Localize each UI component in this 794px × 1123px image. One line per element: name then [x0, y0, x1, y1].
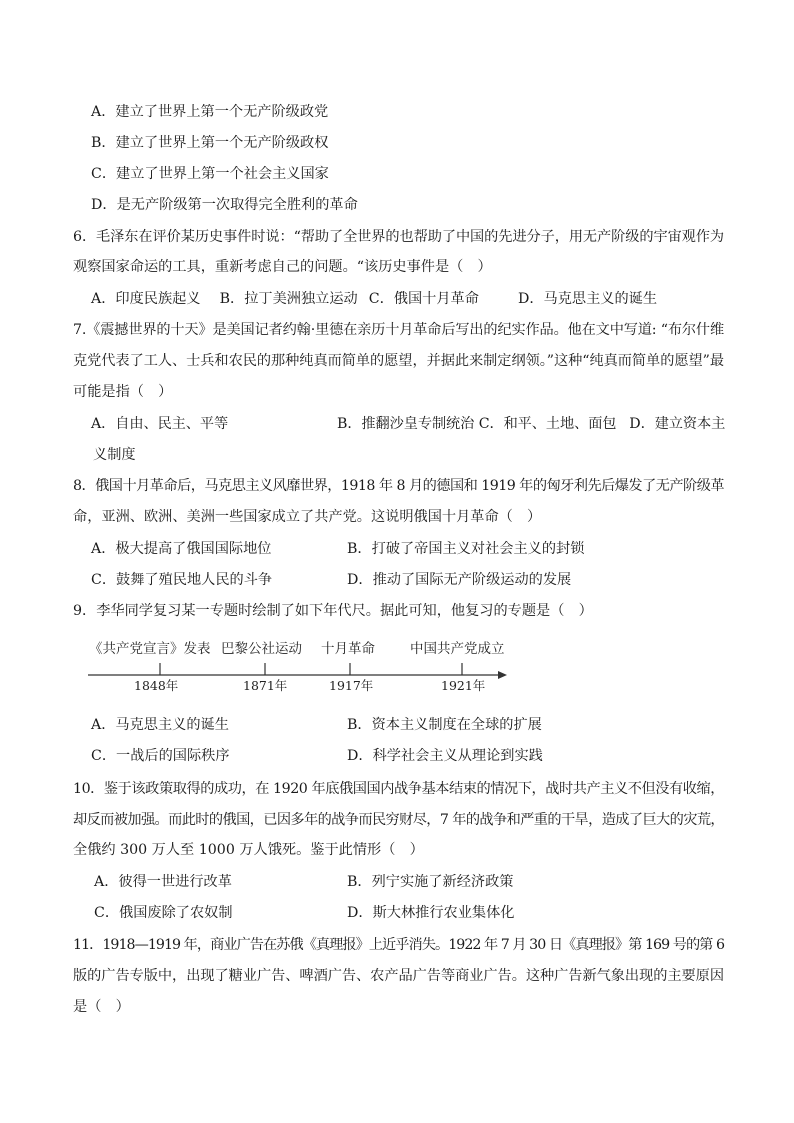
q10-option-a: A．彼得一世进行改革	[94, 874, 232, 890]
q11-stem-line-3: 是（ ）	[73, 999, 130, 1015]
q10-option-c: C．俄国废除了农奴制	[94, 905, 233, 921]
timeline-event-label: 中国共产党成立	[410, 641, 505, 657]
q6-option-a: A．印度民族起义	[91, 291, 201, 307]
q5-option-d: D．是无产阶级第一次取得完全胜利的革命	[91, 197, 358, 213]
q8-option-d: D．推动了国际无产阶级运动的发展	[347, 572, 572, 588]
q6-stem-line-2: 观察国家命运的工具，重新考虑自己的问题。“该历史事件是（ ）	[73, 259, 492, 275]
q11-stem-line-2: 版的广告专版中，出现了糖业广告、啤酒广告、农产品广告等商业广告。这种广告新气象出现的主要原因	[73, 968, 724, 984]
q7-option-b: B．推翻沙皇专制统治	[336, 416, 475, 432]
timeline-event-label: 《共产党宣言》发表	[89, 641, 211, 657]
q9-option-a: A．马克思主义的诞生	[91, 717, 229, 733]
q7-stem-line-3: 可能是指（ ）	[73, 384, 173, 400]
q8-option-c: C．鼓舞了殖民地人民的斗争	[91, 572, 273, 588]
q9-option-c: C．一战后的国际秩序	[91, 748, 230, 764]
q6-stem-line-1: 6．毛泽东在评价某历史事件时说：“帮助了全世界的也帮助了中国的先进分子，用无产阶级的宇宙观作为	[73, 229, 725, 245]
q8-option-b: B．打破了帝国主义对社会主义的封锁	[347, 541, 585, 557]
q7-options	[91, 414, 725, 434]
q10-stem-line-3: 全俄约 300 万人至 1000 万人饿死。鉴于此情形（ ）	[73, 842, 424, 858]
q9-stem: 9．李华同学复习某一专题时绘制了如下年代尺。据此可知，他复习的专题是（ ）	[73, 603, 593, 619]
q9-option-d: D．科学社会主义从理论到实践	[347, 748, 543, 764]
q5-option-c: C．建立了世界上第一个社会主义国家	[91, 166, 329, 182]
q9-option-b: B．资本主义制度在全球的扩展	[347, 717, 542, 733]
q7-option-d-continued: 义制度	[93, 447, 136, 463]
timeline-event-label: 十月革命	[321, 641, 375, 657]
timeline-year-label: 1871年	[243, 678, 288, 693]
q8-option-a: A．极大提高了俄国国际地位	[91, 541, 272, 557]
q5-option-a: A．建立了世界上第一个无产阶级政党	[91, 104, 329, 120]
q7-option-a: A．自由、民主、平等	[91, 416, 229, 432]
timeline-year-label: 1848年	[134, 678, 179, 693]
q7-option-d: D．建立资本主	[629, 416, 726, 432]
q11-stem-line-1: 11．1918—1919 年，商业广告在苏俄《真理报》上近乎消失。1922 年 7 月 30 日《真理报》第 169 号的第 6	[73, 937, 725, 953]
q6-option-d: D．马克思主义的诞生	[517, 291, 658, 307]
timeline-arrow-icon	[498, 671, 507, 679]
q6-option-b: B．拉丁美洲独立运动	[219, 291, 358, 307]
q6-options	[91, 289, 657, 309]
timeline-year-label: 1921年	[441, 678, 486, 693]
q5-option-b: B．建立了世界上第一个无产阶级政权	[91, 135, 329, 151]
q10-stem-line-1: 10．鉴于该政策取得的成功，在 1920 年底俄国国内战争基本结束的情况下，战时共产主义不但没有收缩，	[73, 781, 725, 797]
q6-option-c: C．俄国十月革命	[368, 291, 479, 307]
timeline-event-label: 巴黎公社运动	[221, 641, 302, 657]
timeline	[86, 634, 512, 696]
q7-option-c: C．和平、土地、面包	[478, 416, 617, 432]
q7-stem-line-2: 克党代表了工人、士兵和农民的那种纯真而简单的愿望，并据此来制定纲领。”这种“纯真而简单的愿望”最	[73, 353, 724, 369]
q7-stem-line-1: 7.《震撼世界的十天》是美国记者约翰·里德在亲历十月革命后写出的纪实作品。他在文中写道: “布尔什维	[73, 322, 724, 338]
q8-stem-line-2: 命，亚洲、欧洲、美洲一些国家成立了共产党。这说明俄国十月革命（ ）	[73, 509, 542, 525]
q10-stem-line-2: 却反而被加强。而此时的俄国，已因多年的战争而民穷财尽，7 年的战争和严重的干旱，造成了巨大的灾荒，	[73, 812, 725, 828]
q10-option-b: B．列宁实施了新经济政策	[347, 874, 514, 890]
timeline-year-label: 1917年	[329, 678, 374, 693]
q10-option-d: D．斯大林推行农业集体化	[347, 905, 515, 921]
q8-stem-line-1: 8．俄国十月革命后，马克思主义风靡世界，1918 年 8 月的德国和 1919 年的匈牙利先后爆发了无产阶级革	[73, 478, 725, 494]
